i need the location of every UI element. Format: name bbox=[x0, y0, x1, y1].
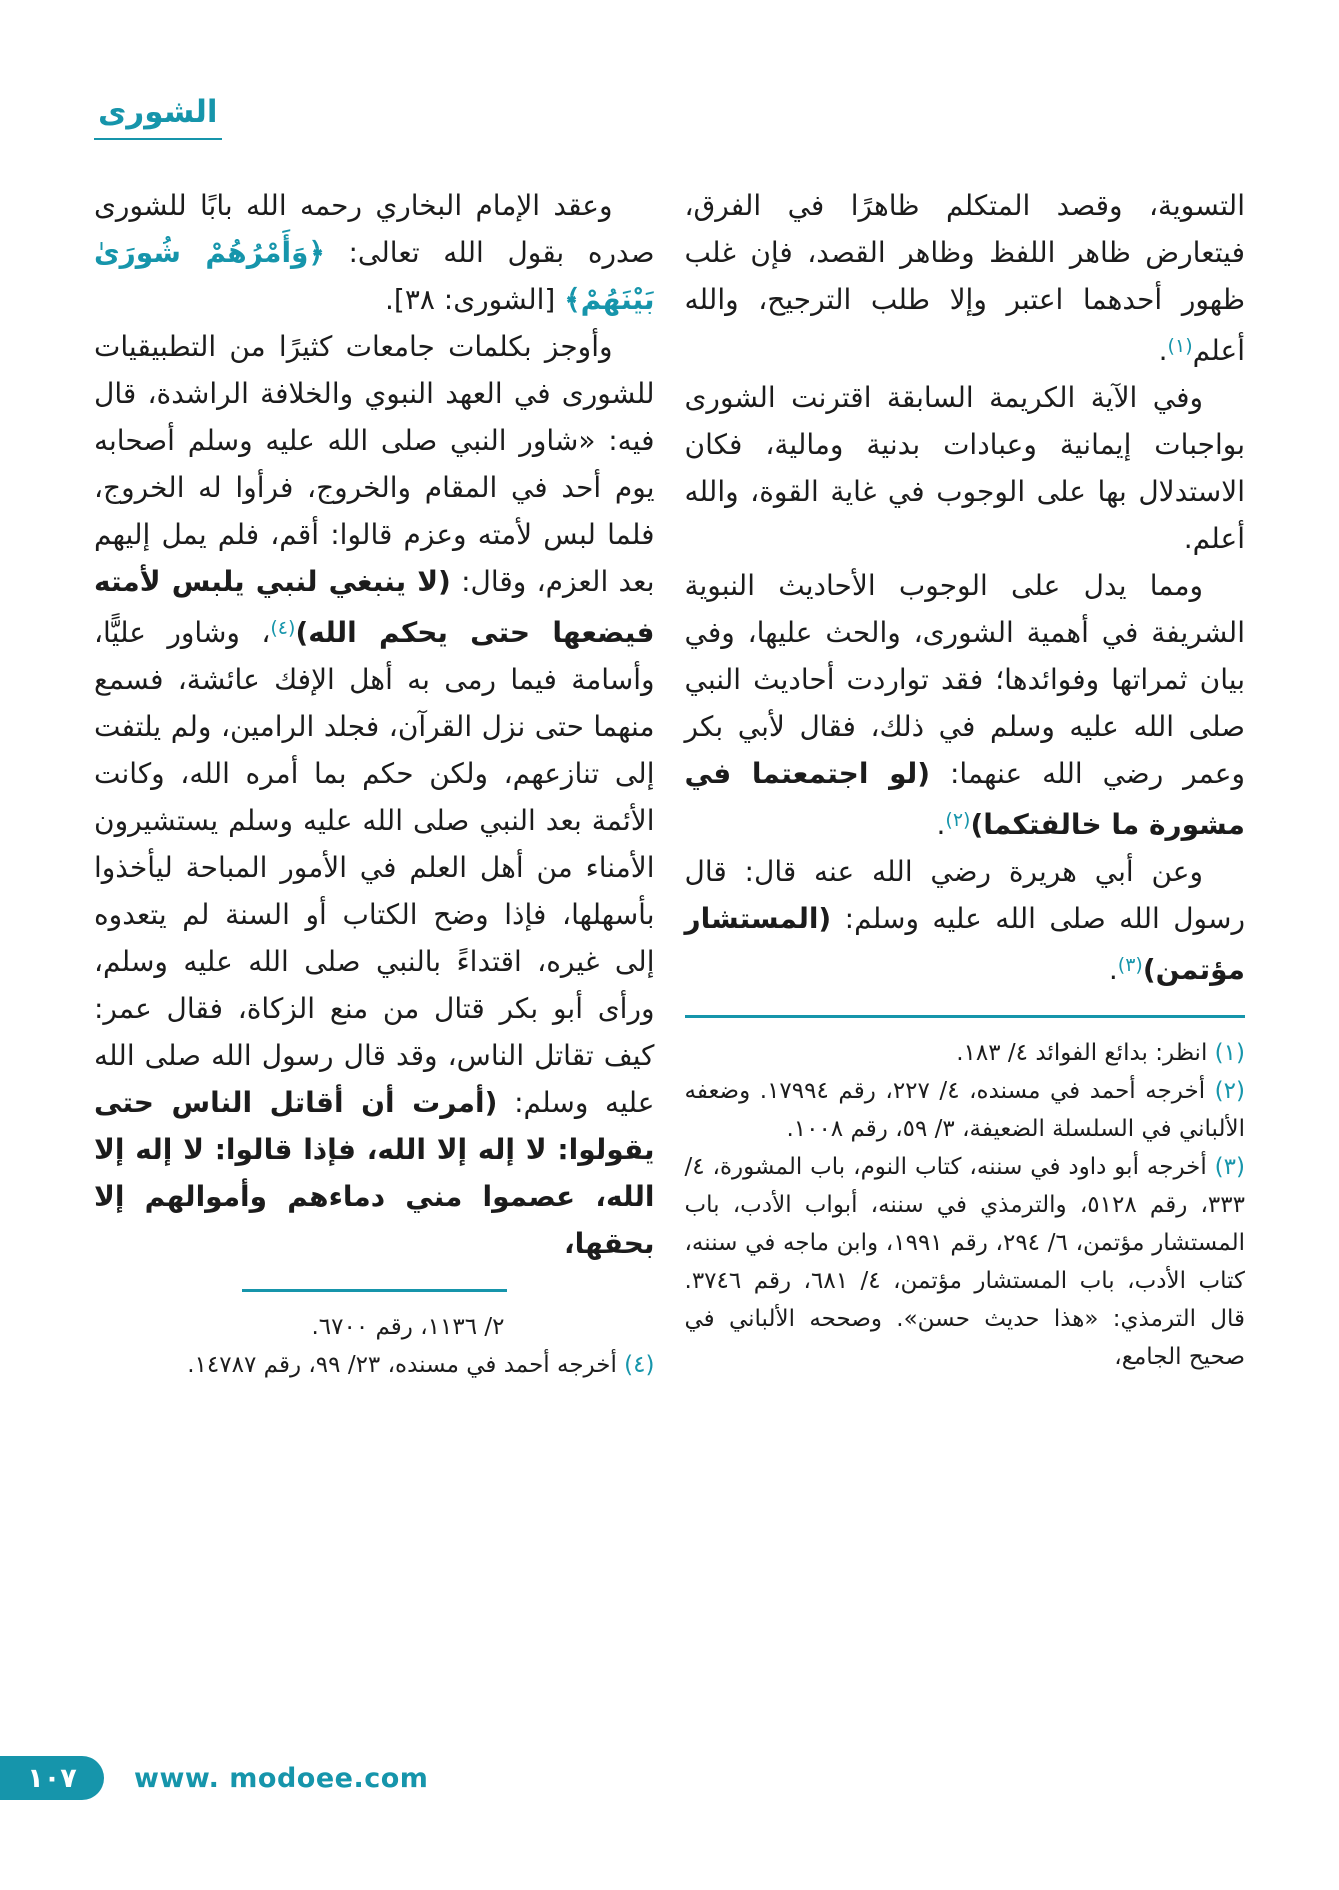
paragraph bbox=[685, 374, 1246, 562]
paragraph bbox=[685, 848, 1246, 993]
quran-verse: ﴿وَأَمْرُهُمْ شُورَىٰ بَيْنَهُمْ﴾ bbox=[94, 236, 655, 316]
body-text-run: أخرجه أبو داود في سننه، كتاب النوم، باب المشورة، ٤/ ٣٣٣، رقم ٥١٢٨، والترمذي في سننه، أبواب الأدب، باب المستشار مؤتمن، ٦/ ٢٩٤، رقم ١٩٩١، وابن ماجه في سننه، كتاب الأدب، باب المستشار مؤتمن، ٤/ ٦٨١، رقم ٣٧٤٦. قال الترمذي: «هذا حديث حسن». وصححه الألباني في صحيح الجامع، bbox=[684, 1154, 1245, 1370]
footnote bbox=[685, 1072, 1246, 1148]
body-text-run: التسوية، وقصد المتكلم ظاهرًا في الفرق، فيتعارض ظاهر اللفظ وظاهر القصد، فإن غلب ظهور أحدهما اعتبر وإلا طلب الترجيح، والله أعلم bbox=[684, 189, 1245, 367]
right-footnote-separator bbox=[685, 1015, 1246, 1018]
paragraph bbox=[685, 182, 1246, 374]
right-column bbox=[685, 182, 1246, 1384]
body-text-run: . bbox=[1108, 953, 1118, 986]
publisher-website: www. modoee.com bbox=[134, 1763, 429, 1794]
left-column-body-text bbox=[94, 182, 655, 1267]
left-column bbox=[94, 182, 655, 1384]
hadith-text: (أمرت أن أقاتل الناس حتى يقولوا: لا إله إلا الله، فإذا قالوا: لا إله إلا الله، عصموا مني دماءهم وأموالهم إلا بحقها، bbox=[94, 1086, 655, 1260]
hadith-text: (لا ينبغي لنبي يلبس لأمته فيضعها حتى يحكم الله) bbox=[94, 565, 655, 649]
footnote-number: (٢) bbox=[1205, 1078, 1245, 1104]
body-text-run: وعقد الإمام البخاري رحمه الله بابًا للشورى صدره بقول الله تعالى: bbox=[94, 189, 655, 269]
right-column-footnotes bbox=[685, 1034, 1246, 1376]
footnote-ref: (٤) bbox=[270, 617, 296, 639]
footnote bbox=[685, 1034, 1246, 1072]
footnote bbox=[685, 1148, 1246, 1376]
body-text-run: أخرجه أحمد في مسنده، ٢٣/ ٩٩، رقم ١٤٧٨٧. bbox=[187, 1352, 617, 1378]
right-column-body-text bbox=[685, 182, 1246, 993]
body-text-run: وعن أبي هريرة رضي الله عنه قال: قال رسول الله صلى الله عليه وسلم: bbox=[684, 855, 1245, 935]
body-text-run: وأوجز بكلمات جامعات كثيرًا من التطبيقيات للشورى في العهد النبوي والخلافة الراشدة، قال فيه: «شاور النبي صلى الله عليه وسلم أصحابه يوم أحد في المقام والخروج، فرأوا له الخروج، فلما لبس لأمته وعزم قالوا: أقم، فلم يمل إليهم بعد العزم، وقال: bbox=[94, 330, 655, 598]
two-column-layout bbox=[94, 182, 1245, 1384]
hadith-text: (لو اجتمعتما في مشورة ما خالفتكما) bbox=[684, 757, 1245, 841]
body-text-run: وفي الآية الكريمة السابقة اقترنت الشورى بواجبات إيمانية وعبادات بدنية ومالية، فكان الاستدلال بها على الوجوب في غاية القوة، والله أعلم. bbox=[684, 381, 1245, 555]
left-column-footnotes bbox=[94, 1308, 655, 1384]
body-text-run: ومما يدل على الوجوب الأحاديث النبوية الشريفة في أهمية الشورى، والحث عليها، وفي بيان ثمراتها وفوائدها؛ فقد تواردت أحاديث النبي صلى الله عليه وسلم في ذلك، فقال لأبي بكر وعمر رضي الله عنهما: bbox=[684, 569, 1245, 790]
footnote-ref: (٣) bbox=[1117, 954, 1143, 976]
body-text-run: . bbox=[1158, 334, 1168, 367]
footnote-ref: (٢) bbox=[945, 809, 971, 831]
paragraph bbox=[94, 182, 655, 323]
footnote bbox=[94, 1308, 655, 1346]
body-text-run: [الشورى: ٣٨]. bbox=[385, 283, 565, 316]
running-head-title: الشورى bbox=[94, 94, 222, 140]
body-text-run: أخرجه أحمد في مسنده، ٤/ ٢٢٧، رقم ١٧٩٩٤. وضعفه الألباني في السلسلة الضعيفة، ٣/ ٥٩، رقم ١٠٠٨. bbox=[684, 1078, 1245, 1142]
footnote bbox=[94, 1346, 655, 1384]
footnote-number: (٣) bbox=[1206, 1154, 1245, 1180]
footnote-number: (٤) bbox=[616, 1352, 655, 1378]
paragraph bbox=[685, 562, 1246, 848]
hadith-text: (المستشار مؤتمن) bbox=[684, 902, 1245, 986]
footnote-number: (١) bbox=[1207, 1040, 1245, 1066]
body-text-run: ٢/ ١١٣٦، رقم ٦٧٠٠. bbox=[311, 1314, 505, 1340]
body-text-run: ، وشاور عليًّا، وأسامة فيما رمى به أهل الإفك عائشة، فسمع منهما حتى نزل القرآن، فجلد الرامين، ولم يلتفت إلى تنازعهم، ولكن حكم بما أمره الله، وكانت الأئمة بعد النبي صلى الله عليه وسلم يستشيرون الأمناء من أهل العلم في الأمور المباحة ليأخذوا بأسهلها، فإذا وضح الكتاب أو السنة لم يتعدوه إلى غيره، اقتداءً بالنبي صلى الله عليه وسلم، ورأى أبو بكر قتال من منع الزكاة، فقال عمر: كيف تقاتل الناس، وقد قال رسول الله صلى الله عليه وسلم: bbox=[94, 616, 655, 1119]
footnote-ref: (١) bbox=[1167, 335, 1193, 357]
page-number-badge bbox=[0, 1756, 104, 1800]
left-footnote-separator bbox=[242, 1289, 507, 1292]
body-text-run: انظر: بدائع الفوائد ٤/ ١٨٣. bbox=[956, 1040, 1208, 1066]
body-text-run: . bbox=[936, 808, 946, 841]
paragraph bbox=[94, 323, 655, 1267]
page-number: ١٠٧ bbox=[27, 1762, 77, 1794]
